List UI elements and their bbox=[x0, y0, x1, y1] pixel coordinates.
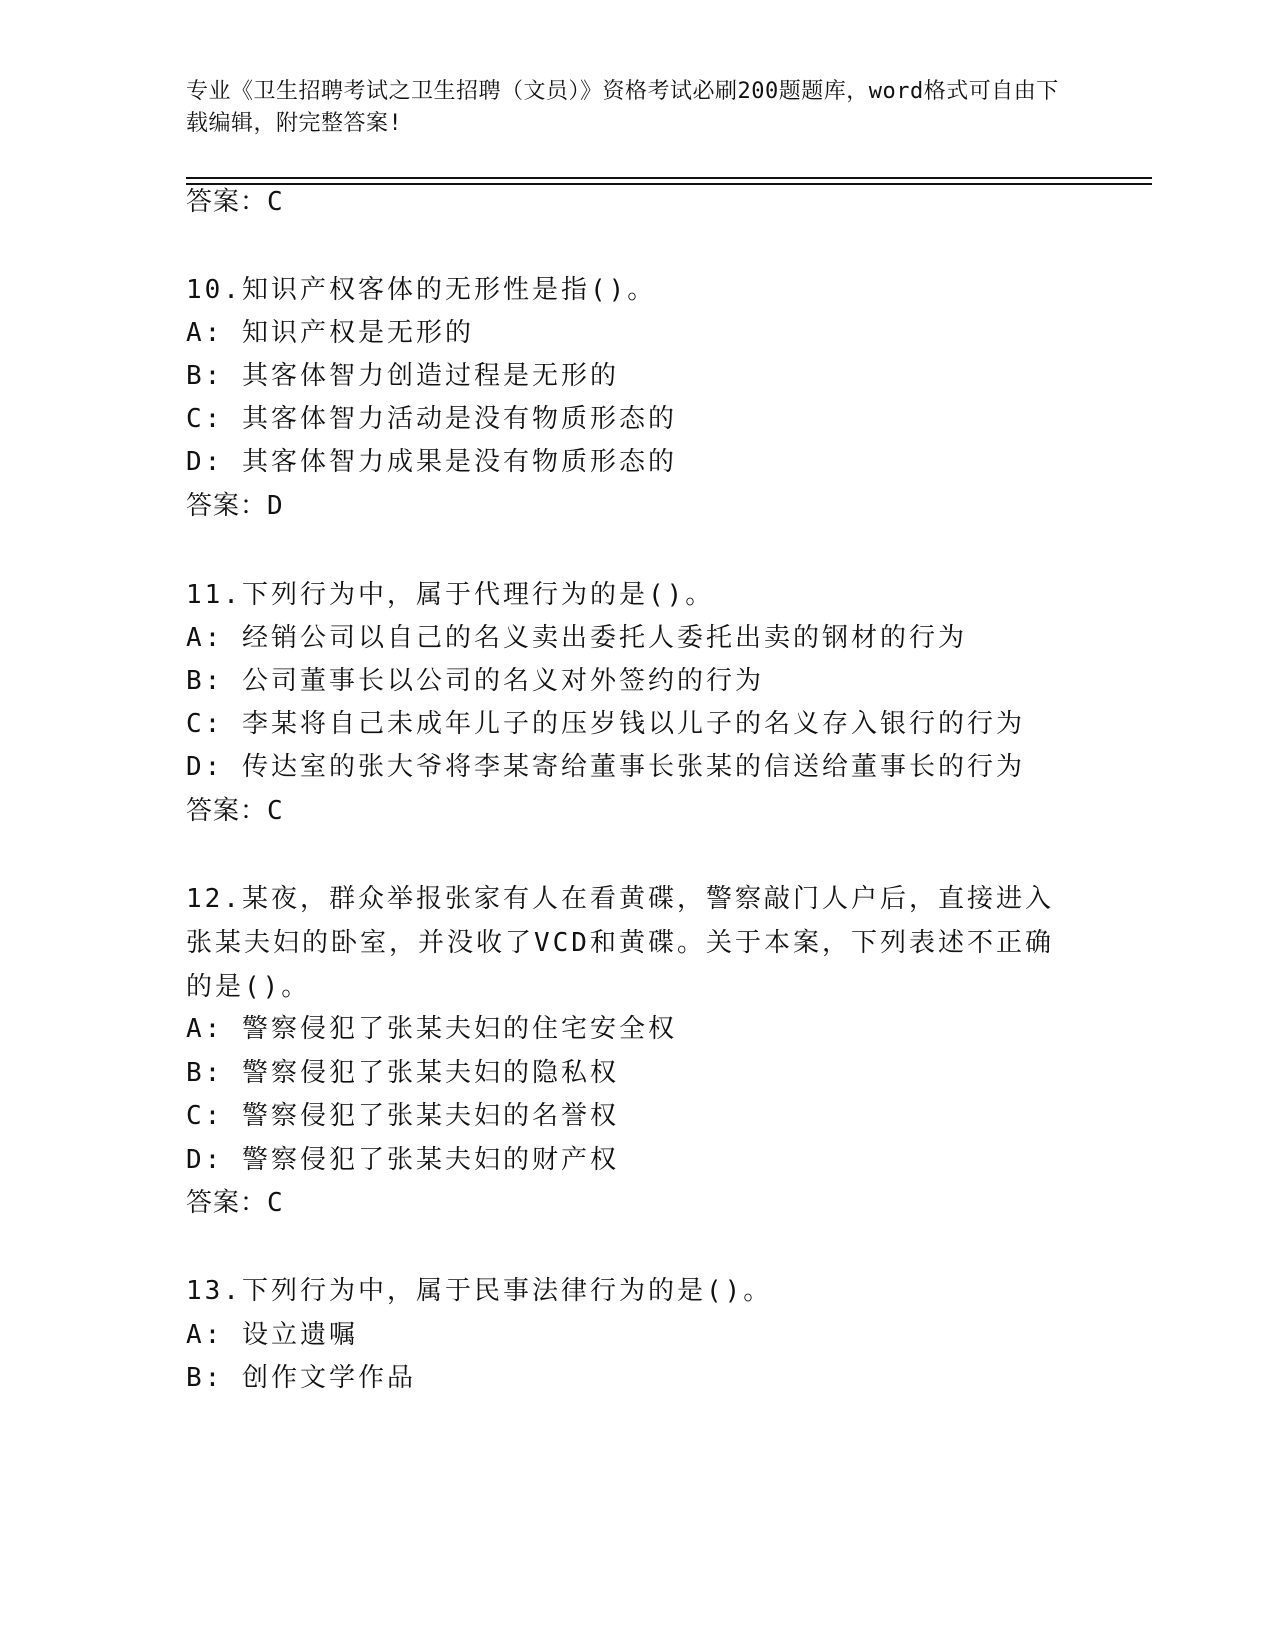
answer-line bbox=[186, 789, 1126, 833]
answer-label: 答案： bbox=[186, 491, 268, 521]
option-a: A: 经销公司以自己的名义卖出委托人委托出卖的钢材的行为 bbox=[186, 623, 967, 653]
answer-value: D bbox=[267, 491, 283, 521]
option-b: B: 其客体智力创造过程是无形的 bbox=[186, 361, 619, 391]
answer-label: 答案： bbox=[186, 796, 268, 826]
document-header: 专业《卫生招聘考试之卫生招聘（文员）》资格考试必刷200题题库，word格式可自由下载编辑，附完整答案! bbox=[186, 79, 1059, 136]
option-d: D: 其客体智力成果是没有物质形态的 bbox=[186, 447, 677, 477]
option-b: B: 创作文学作品 bbox=[186, 1363, 416, 1393]
option-c: C: 李某将自己未成年儿子的压岁钱以儿子的名义存入银行的行为 bbox=[186, 709, 1025, 739]
option-d: D: 传达室的张大爷将李某寄给董事长张某的信送给董事长的行为 bbox=[186, 752, 1025, 782]
option-a: A: 警察侵犯了张某夫妇的住宅安全权 bbox=[186, 1014, 677, 1044]
option-b: B: 公司董事长以公司的名义对外签约的行为 bbox=[186, 666, 764, 696]
question-stem: 13.下列行为中，属于民事法律行为的是()。 bbox=[186, 1276, 773, 1306]
header-rule-top bbox=[186, 177, 1152, 179]
question-stem: 11.下列行为中，属于代理行为的是()。 bbox=[186, 580, 715, 610]
question-stem: 12.某夜，群众举报张家有人在看黄碟，警察敲门人户后，直接进入张某夫妇的卧室，并没收了VCD和黄碟。关于本案，下列表述不正确的是()。 bbox=[186, 884, 1054, 1002]
answer-label: 答案： bbox=[186, 1188, 268, 1218]
answer-label: 答案： bbox=[186, 187, 268, 217]
answer-line bbox=[186, 1181, 1126, 1225]
answer-value: C bbox=[267, 1188, 283, 1218]
question-stem: 10.知识产权客体的无形性是指()。 bbox=[186, 275, 657, 305]
option-b: B: 警察侵犯了张某夫妇的隐私权 bbox=[186, 1058, 619, 1088]
answer-line bbox=[186, 484, 1126, 528]
option-a: A: 知识产权是无形的 bbox=[186, 318, 474, 348]
answer-line bbox=[186, 180, 1126, 224]
answer-value: C bbox=[267, 796, 283, 826]
option-d: D: 警察侵犯了张某夫妇的财产权 bbox=[186, 1145, 619, 1175]
answer-value: C bbox=[267, 187, 283, 217]
option-c: C: 警察侵犯了张某夫妇的名誉权 bbox=[186, 1101, 619, 1131]
option-a: A: 设立遗嘱 bbox=[186, 1320, 358, 1350]
option-c: C: 其客体智力活动是没有物质形态的 bbox=[186, 404, 677, 434]
